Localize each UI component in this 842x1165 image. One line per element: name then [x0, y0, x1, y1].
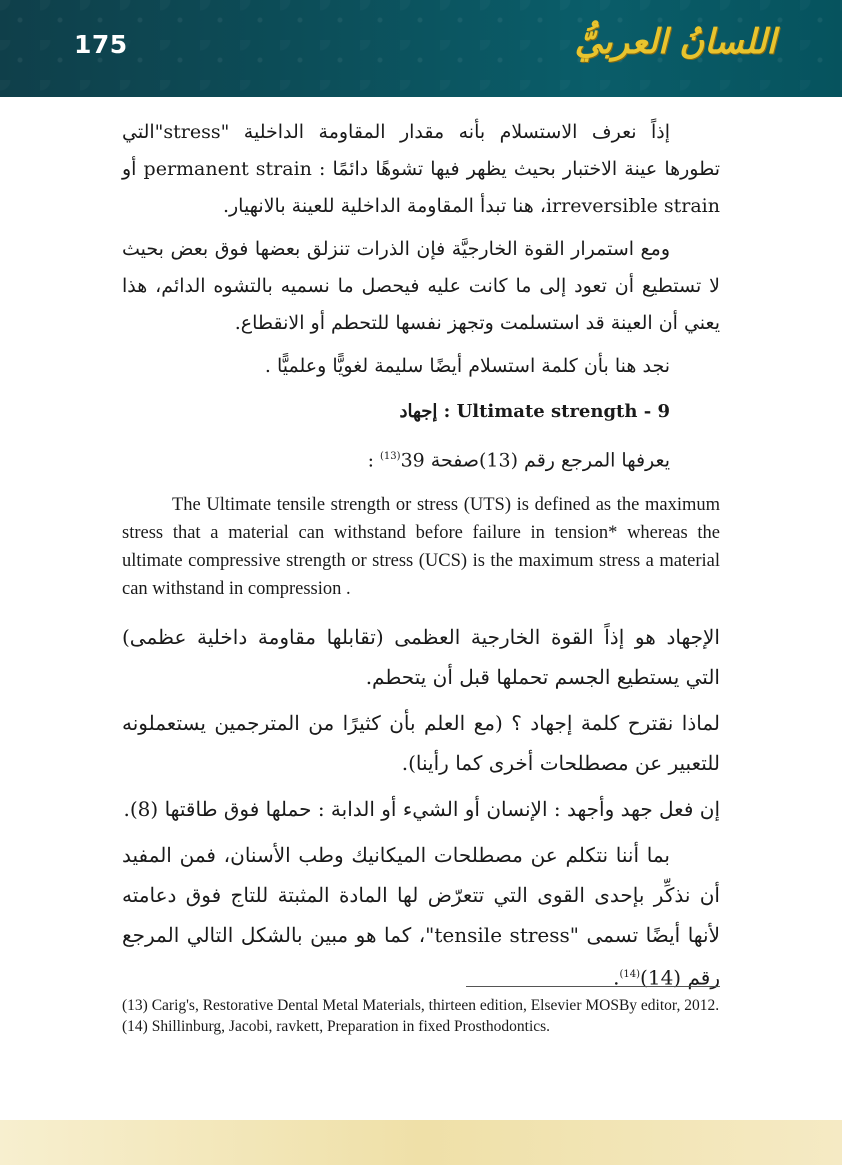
reference-intro-text: يعرفها المرجع رقم (13)صفحة 39: [400, 449, 670, 472]
footnote-divider: [466, 986, 720, 987]
paragraph-why-term: لماذا نقترح كلمة إجهاد ؟ (مع العلم بأن كثيرًا من المترجمين يستعملونه للتعبير عن مصطلحات أخرى كما رأينا).: [122, 711, 720, 776]
page-header: [0, 0, 842, 97]
paragraph-reference-intro: [122, 438, 720, 479]
section-heading-ultimate-strength: 9 - Ultimate strength : إجهاد: [399, 401, 670, 422]
page-number: 175: [74, 30, 128, 59]
paragraph-stress-definition: إذاً نعرف الاستسلام بأنه مقدار المقاومة الداخلية "stress"التي تطورها عينة الاختبار بحيث يظهر فيها تشوهًا دائمًا : permanent strain أو irreversible strain، هنا تبدأ المقاومة الداخلية للعينة بالانهيار.: [122, 121, 720, 217]
tensile-stress-end: .: [613, 965, 620, 990]
tensile-stress-text: بما أننا نتكلم عن مصطلحات الميكانيك وطب الأسنان، فمن المفيد أن نذكِّر بإحدى القوى التي تتعرّض لها المادة المثبتة للتاج فوق دعامته لأنها أيضًا تسمى "tensile stress"، كما هو مبين بالشكل التالي المرجع رقم (14): [122, 843, 721, 990]
paragraph-term-validity: نجد هنا بأن كلمة استسلام أيضًا سليمة لغويًّا وعلميًّا .: [264, 355, 670, 377]
page-content: [122, 114, 720, 1004]
paragraph-stress-meaning: الإجهاد هو إذاً القوة الخارجية العظمى (تقابلها مقاومة داخلية عظمى) التي يستطيع الجسم تحملها قبل أن يتحطم.: [122, 625, 720, 690]
reference-intro-end: :: [367, 449, 381, 472]
footnote-ref-14: (14): [619, 969, 641, 981]
journal-logo: اللسانُ العربيُّ: [574, 22, 776, 62]
paragraph-tensile-stress: [122, 835, 720, 998]
english-quote-uts: The Ultimate tensile strength or stress (UTS) is defined as the maximum stress that a material can withstand before failure in tension* whereas the ultimate compressive strength or stress (UCS) is the maximum stress a material can withstand in compression .: [122, 495, 720, 600]
footnote-14: (14) Shillinburg, Jacobi, ravkett, Preparation in fixed Prosthodontics.: [122, 1018, 551, 1035]
paragraph-etymology: إن فعل جهد وأجهد : الإنسان أو الشيء أو الدابة : حملها فوق طاقتها (8).: [123, 797, 720, 822]
footer-band: [0, 1120, 842, 1165]
paragraph-permanent-deformation: ومع استمرار القوة الخارجيَّة فإن الذرات تنزلق بعضها فوق بعض بحيث لا تستطيع أن تعود إلى ما كانت عليه فيحصل ما نسميه بالتشوه الدائم، هذا يعني أن العينة قد استسلمت وتجهز نفسها للتحطم أو الانقطاع.: [122, 238, 720, 334]
footnote-13: (13) Carig's, Restorative Dental Metal Materials, thirteen edition, Elsevier MOSBy editor, 2012.: [122, 997, 720, 1014]
footnote-ref-13: (13): [380, 451, 401, 462]
footnotes: [122, 996, 722, 1038]
